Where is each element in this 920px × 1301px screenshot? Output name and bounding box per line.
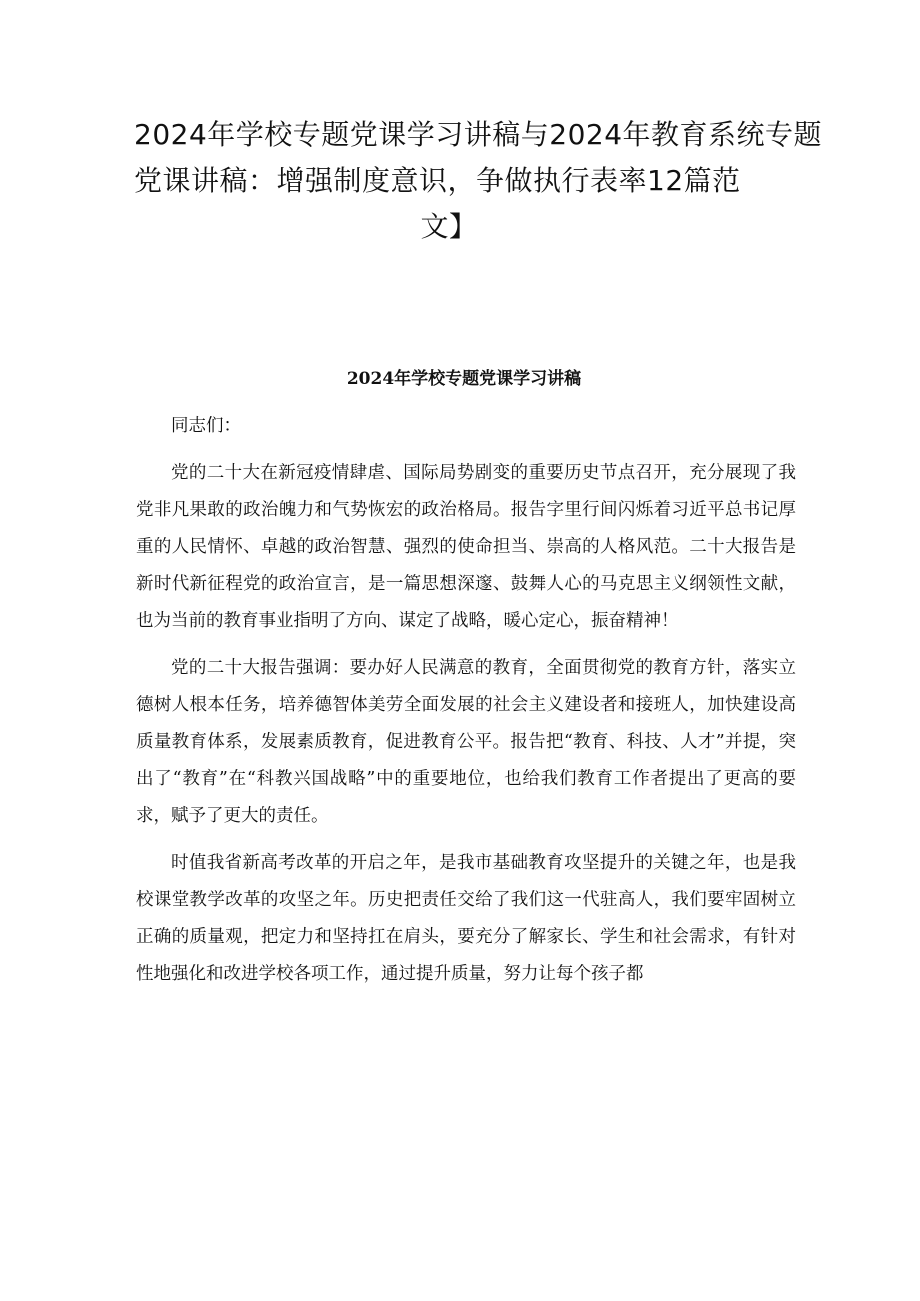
section-heading: 2024年学校专题党课学习讲稿: [346, 369, 582, 389]
document-title-line: 党课讲稿：增强制度意识，争做执行表率12篇范: [134, 164, 741, 197]
document-title-line: 文】: [420, 210, 478, 243]
paragraph: 党的二十大报告强调：要办好人民满意的教育，全面贯彻党的教育方针，落实立德树人根本任务，培养德智体美劳全面发展的社会主义建设者和接班人，加快建设高质量教育体系，发展素质教育，促进教育公平。报告把“教育、科技、人才”并提，突出了“教育”在“科教兴国战略”中的重要地位，也给我们教育工作者提出了更高的要求，赋予了更大的责任。: [136, 658, 796, 826]
document-title: [134, 112, 823, 250]
paragraph: 党的二十大在新冠疫情肆虐、国际局势剧变的重要历史节点召开，充分展现了我党非凡果敢的政治魄力和气势恢宏的政治格局。报告字里行间闪烁着习近平总书记厚重的人民情怀、卓越的政治智慧、强烈的使命担当、崇高的人格风范。二十大报告是新时代新征程党的政治宣言，是一篇思想深邃、鼓舞人心的马克思主义纲领性文献，也为当前的教育事业指明了方向、谋定了战略，暖心定心，振奋精神！: [136, 463, 796, 631]
body-text: [136, 408, 796, 993]
paragraph: 时值我省新高考改革的开启之年，是我市基础教育攻坚提升的关键之年，也是我校课堂教学改革的攻坚之年。历史把责任交给了我们这一代驻高人，我们要牢固树立正确的质量观，把定力和坚持扛在肩头，要充分了解家长、学生和社会需求，有针对性地强化和改进学校各项工作，通过提升质量，努力让每个孩子都: [136, 853, 796, 984]
greeting: 同志们：: [171, 416, 241, 436]
document-title-line: 2024年学校专题党课学习讲稿与2024年教育系统专题: [134, 118, 823, 151]
